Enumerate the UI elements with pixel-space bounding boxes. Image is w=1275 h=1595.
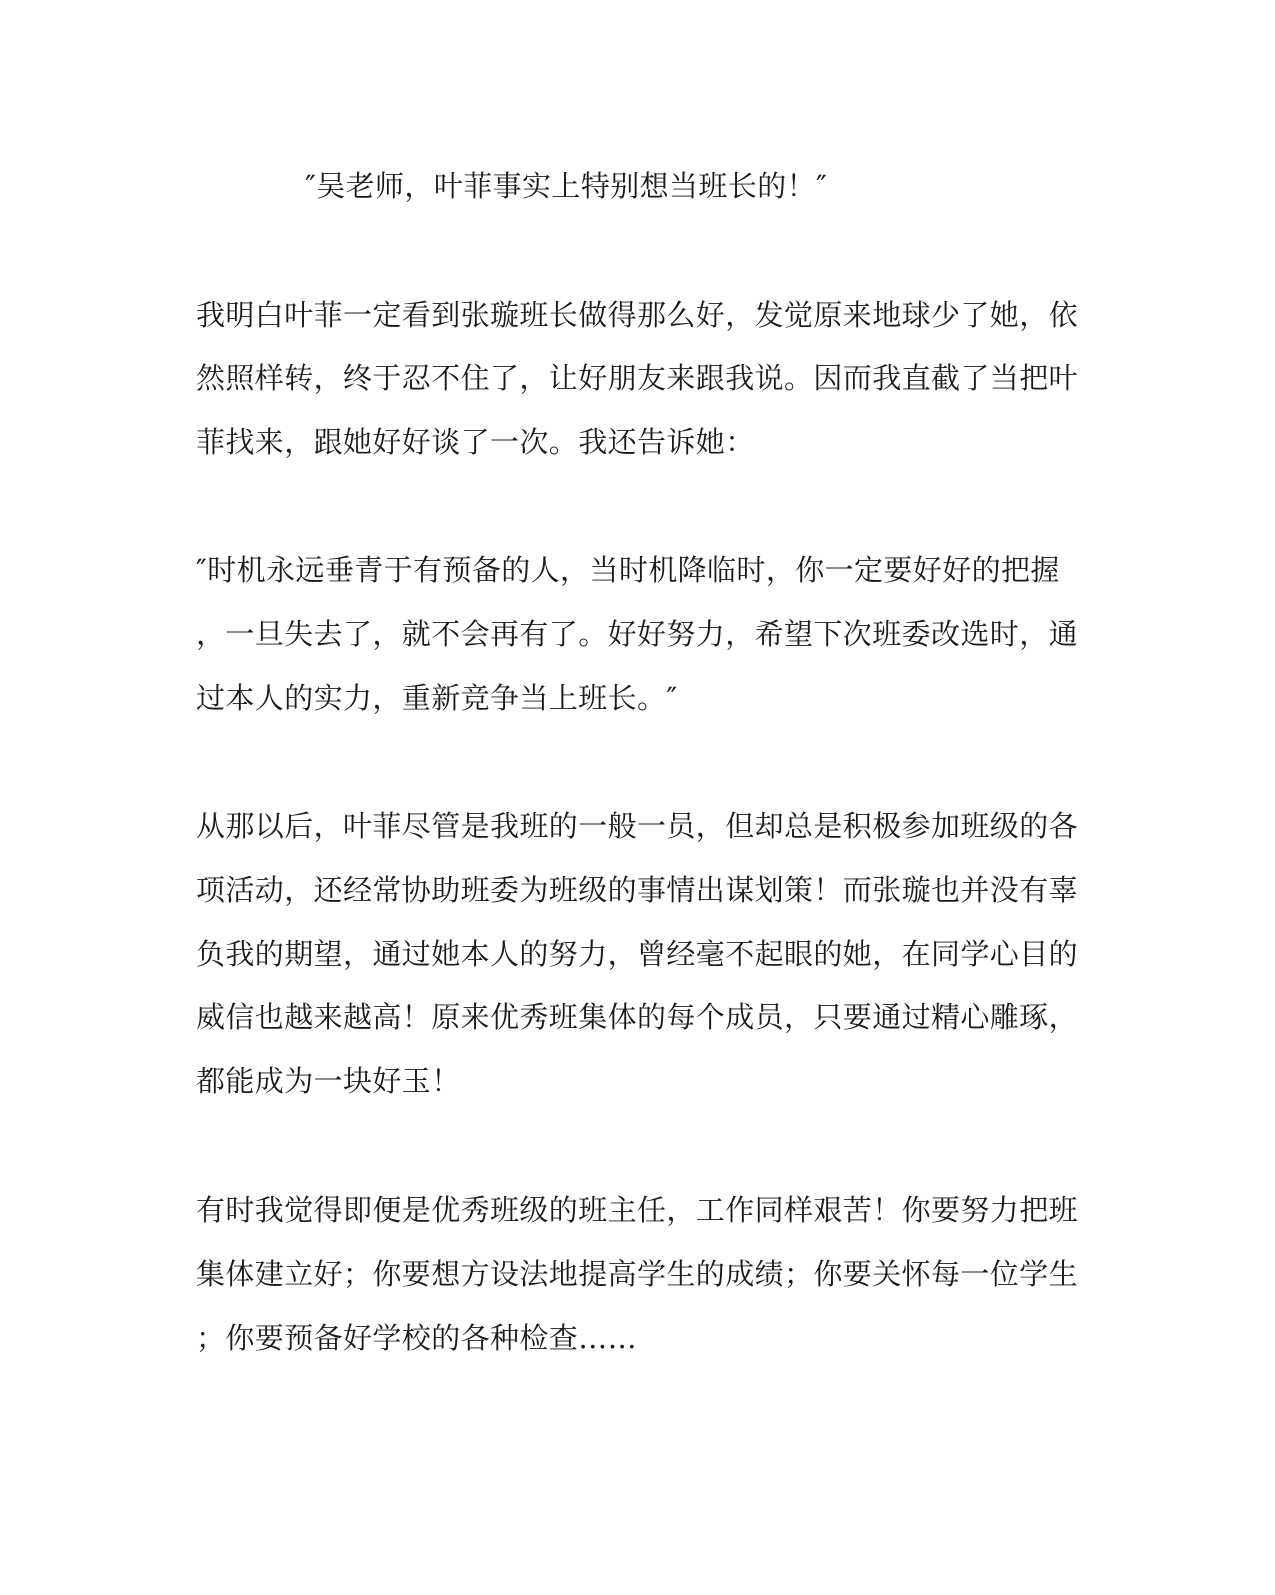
- paragraph-line: 负我的期望，通过她本人的努力，曾经毫不起眼的她，在同学心目的: [196, 937, 1079, 971]
- paragraph-line: ″时机永远垂青于有预备的人，当时机降临时，你一定要好好的把握: [196, 553, 1060, 587]
- paragraph-line: 威信也越来越高！原来优秀班集体的每个成员，只要通过精心雕琢，: [196, 1000, 1079, 1034]
- paragraph-line: 从那以后，叶菲尽管是我班的一般一员，但却总是积极参加班级的各: [196, 809, 1079, 843]
- paragraph-line: 项活动，还经常协助班委为班级的事情出谋划策！而张璇也并没有辜: [196, 873, 1079, 907]
- paragraph-line: 集体建立好；你要想方设法地提高学生的成绩；你要关怀每一位学生: [196, 1257, 1079, 1291]
- paragraph-line: 过本人的实力，重新竞争当上班长。″: [196, 681, 678, 715]
- paragraph-line: 有时我觉得即便是优秀班级的班主任，工作同样艰苦！你要努力把班: [196, 1193, 1079, 1227]
- quote-line: ″吴老师，叶菲事实上特别想当班长的！″: [305, 169, 828, 203]
- paragraph-line: 都能成为一块好玉！: [196, 1064, 461, 1098]
- paragraph-line: ；你要预备好学校的各种检查……: [196, 1321, 638, 1355]
- paragraph-line: 我明白叶菲一定看到张璇班长做得那么好，发觉原来地球少了她，依: [196, 298, 1079, 332]
- paragraph-line: 菲找来，跟她好好谈了一次。我还告诉她：: [196, 425, 755, 459]
- paragraph-line: ，一旦失去了，就不会再有了。好好努力，希望下次班委改选时，通: [196, 617, 1079, 651]
- paragraph-line: 然照样转，终于忍不住了，让好朋友来跟我说。因而我直截了当把叶: [196, 361, 1079, 395]
